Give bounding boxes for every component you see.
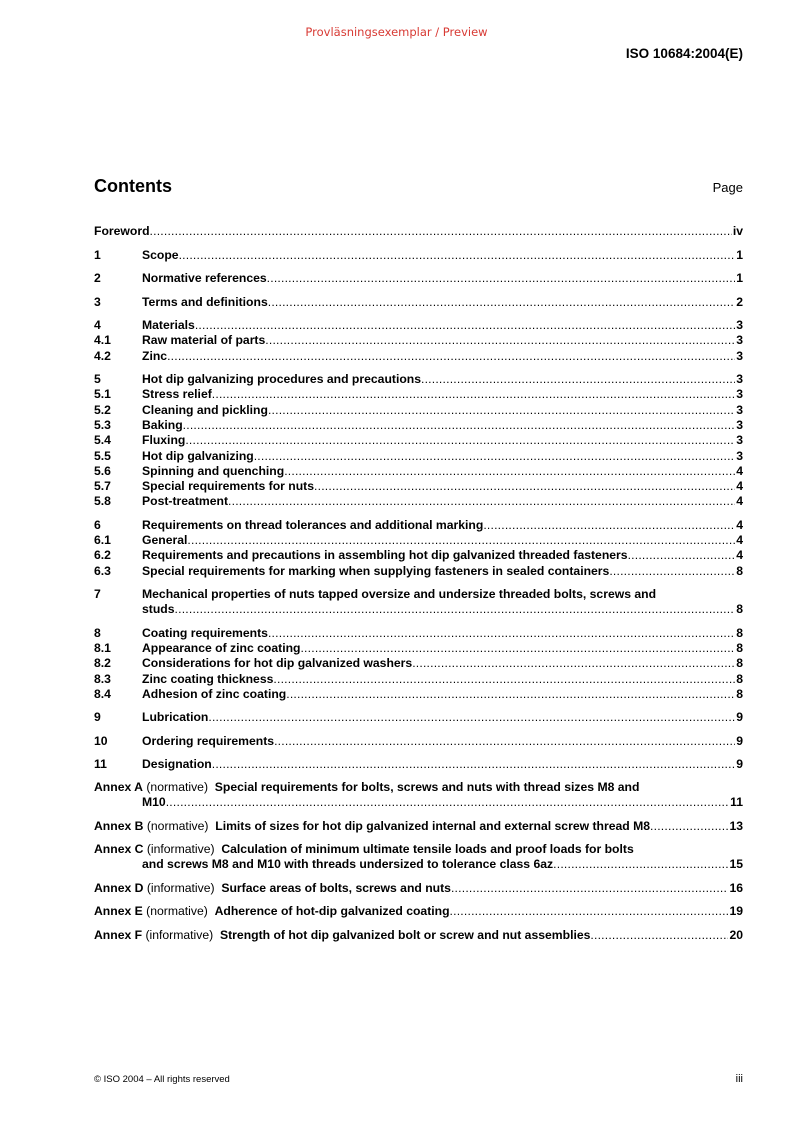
toc-number: 5 [94, 372, 101, 386]
toc-entry-9[interactable] [94, 710, 743, 725]
toc-title: Materials [142, 318, 195, 332]
preview-banner: Provläsningsexemplar / Preview [305, 25, 488, 39]
toc-number: 5.2 [94, 403, 111, 417]
toc-leader [268, 626, 735, 641]
toc-page: 3 [736, 418, 743, 432]
toc-page: 8 [736, 641, 743, 655]
toc-number: 8.2 [94, 656, 111, 670]
toc-number: 5.4 [94, 433, 111, 447]
toc-title: Cleaning and pickling [142, 403, 268, 417]
toc-leader [268, 295, 735, 310]
toc-leader [421, 372, 735, 387]
toc-entry-8[interactable] [94, 626, 743, 641]
toc-entry-6-3[interactable] [94, 564, 743, 579]
toc-number: 3 [94, 295, 101, 309]
toc-number: 1 [94, 248, 101, 262]
toc-page: 4 [736, 464, 743, 478]
toc-title: Zinc coating thickness [142, 672, 274, 686]
toc-entry-1[interactable] [94, 248, 743, 263]
toc-title-line1: Special requirements for bolts, screws and nuts with thread sizes M8 and [214, 780, 640, 794]
annex-label: Annex B [94, 819, 144, 833]
toc-entry-8-2[interactable] [94, 656, 743, 671]
toc-leader [267, 271, 736, 286]
toc-page: 2 [736, 295, 743, 309]
toc-entry-11[interactable] [94, 757, 743, 772]
toc-entry-5-6[interactable] [94, 464, 743, 479]
toc-number: 8 [94, 626, 101, 640]
toc-page: 15 [729, 857, 743, 872]
toc-title: Hot dip galvanizing [142, 449, 254, 463]
annex-type: (informative) [146, 842, 215, 856]
annex-label: Annex C [94, 842, 144, 856]
toc-entry-8-4[interactable] [94, 687, 743, 702]
toc-title-line1: Calculation of minimum ultimate tensile loads and proof loads for bolts [221, 842, 634, 856]
toc-entry-8-1[interactable] [94, 641, 743, 656]
toc-title-line2: M10 [142, 795, 166, 810]
annex-type: (normative) [146, 780, 209, 794]
toc-number: 8.1 [94, 641, 111, 655]
toc-title: Hot dip galvanizing procedures and precautions [142, 372, 421, 386]
toc-number: 6.2 [94, 548, 111, 562]
annex-type: (informative) [145, 928, 214, 942]
toc-entry-6-1[interactable] [94, 533, 743, 548]
toc-title: Appearance of zinc coating [142, 641, 301, 655]
toc-page: 3 [736, 387, 743, 401]
toc-leader [274, 734, 735, 749]
toc-leader [553, 857, 728, 872]
toc-number: 5.1 [94, 387, 111, 401]
toc-leader [609, 564, 735, 579]
toc-number: 10 [94, 734, 108, 748]
toc-leader [212, 757, 735, 772]
toc-entry-annex-e[interactable] [94, 904, 743, 919]
toc-number: 6.1 [94, 533, 111, 547]
toc-leader [268, 403, 735, 418]
toc-number: 4.2 [94, 349, 111, 363]
copyright-notice: © ISO 2004 – All rights reserved [94, 1074, 230, 1085]
toc-leader [167, 349, 735, 364]
toc-entry-foreword[interactable] [94, 224, 743, 239]
toc-leader [273, 672, 735, 687]
toc-page: 16 [729, 881, 743, 895]
toc-leader [228, 494, 735, 509]
toc-leader [212, 387, 735, 402]
toc-page: 4 [736, 548, 743, 562]
toc-number: 7 [94, 587, 101, 601]
toc-leader [195, 318, 735, 333]
toc-title: Scope [142, 248, 179, 262]
toc-page: 4 [736, 494, 743, 508]
toc-title: General [142, 533, 188, 547]
toc-page: 3 [736, 333, 743, 347]
toc-page: 9 [736, 757, 743, 771]
toc-leader [451, 881, 728, 896]
toc-page: 8 [736, 626, 743, 640]
toc-leader [150, 224, 732, 239]
toc-page: 3 [736, 349, 743, 363]
annex-type: (normative) [146, 819, 209, 833]
toc-entry-4-1[interactable] [94, 333, 743, 348]
toc-page: 3 [736, 372, 743, 386]
toc-page: 9 [736, 710, 743, 724]
toc-title: Baking [142, 418, 183, 432]
toc-page: 20 [729, 928, 743, 942]
toc-title: Post-treatment [142, 494, 229, 508]
toc-leader [166, 795, 729, 810]
document-id: ISO 10684:2004(E) [625, 46, 743, 61]
toc-number: 11 [94, 757, 107, 771]
toc-title: Ordering requirements [142, 734, 275, 748]
toc-leader [300, 641, 735, 656]
toc-page: 8 [736, 656, 743, 670]
toc-entry-6[interactable] [94, 518, 743, 533]
toc-leader [175, 602, 736, 617]
annex-label: Annex A [94, 780, 143, 794]
toc-page: iv [732, 224, 743, 238]
toc-page: 8 [736, 687, 743, 701]
annex-type: (informative) [146, 881, 215, 895]
toc-leader [254, 449, 736, 464]
toc-leader [286, 687, 735, 702]
toc-title: Raw material of parts [142, 333, 266, 347]
contents-title: Contents [94, 176, 172, 196]
toc-leader [628, 548, 736, 563]
toc-entry-5-3[interactable] [94, 418, 743, 433]
toc-leader [284, 464, 735, 479]
toc-number: 5.8 [94, 494, 111, 508]
toc-leader [183, 418, 736, 433]
toc-title: Spinning and quenching [142, 464, 285, 478]
toc-entry-2[interactable] [94, 271, 743, 286]
toc-title: Adhesion of zinc coating [142, 687, 287, 701]
toc-number: 8.3 [94, 672, 111, 686]
toc-entry-4[interactable] [94, 318, 743, 333]
toc-entry-5-7[interactable] [94, 479, 743, 494]
toc-title-line2: studs [142, 602, 175, 617]
toc-entry-6-2[interactable] [94, 548, 743, 563]
toc-entry-5[interactable] [94, 372, 743, 387]
toc-title: Surface areas of bolts, screws and nuts [221, 881, 451, 895]
page-column-label: Page [712, 180, 743, 195]
toc-title: Special requirements for marking when supplying fasteners in sealed containers [142, 564, 610, 578]
toc-title: Requirements and precautions in assembling hot dip galvanized threaded fasteners [142, 548, 628, 562]
toc-entry-annex-a[interactable] [94, 780, 743, 811]
toc-title: Strength of hot dip galvanized bolt or screw and nut assemblies [219, 928, 591, 942]
toc-leader [483, 518, 735, 533]
toc-page: 3 [736, 433, 743, 447]
toc-number: 8.4 [94, 687, 111, 701]
toc-number: 5.6 [94, 464, 111, 478]
toc-page: 4 [736, 518, 743, 532]
toc-page: 4 [736, 533, 743, 547]
toc-title: Fluxing [142, 433, 186, 447]
toc-entry-annex-c[interactable] [94, 842, 743, 873]
toc-page: 1 [736, 248, 743, 262]
toc-title: Limits of sizes for hot dip galvanized internal and external screw thread M8 [215, 819, 651, 833]
toc-title: Considerations for hot dip galvanized washers [142, 656, 413, 670]
annex-label: Annex D [94, 881, 144, 895]
toc-title: Normative references [142, 271, 267, 285]
toc-page: 1 [736, 271, 743, 285]
toc-number: 6.3 [94, 564, 111, 578]
toc-page: 19 [729, 904, 743, 918]
toc-title-line2: and screws M8 and M10 with threads undersized to tolerance class 6az [142, 857, 554, 872]
toc-page: 3 [736, 449, 743, 463]
toc-entry-5-2[interactable] [94, 403, 743, 418]
annex-type: (normative) [146, 904, 208, 918]
toc-entry-annex-b[interactable] [94, 819, 743, 834]
toc-entry-10[interactable] [94, 734, 743, 749]
toc-entry-annex-d[interactable] [94, 881, 743, 896]
toc-leader [187, 533, 735, 548]
toc-title: Designation [142, 757, 212, 771]
toc-leader [412, 656, 735, 671]
toc-number: 5.7 [94, 479, 111, 493]
toc-number: 5.5 [94, 449, 111, 463]
toc-title: Lubrication [142, 710, 209, 724]
toc-entry-5-8[interactable] [94, 494, 743, 509]
page-number: iii [735, 1073, 743, 1085]
toc-title: Zinc [142, 349, 168, 363]
toc-leader [265, 333, 735, 348]
annex-label: Annex E [94, 904, 143, 918]
toc-page: 3 [736, 318, 743, 332]
toc-leader [590, 928, 728, 943]
toc-page: 13 [729, 819, 743, 833]
toc-leader [179, 248, 736, 263]
toc-entry-5-4[interactable] [94, 433, 743, 448]
toc-entry-3[interactable] [94, 295, 743, 310]
toc-entry-4-2[interactable] [94, 349, 743, 364]
toc-entry-5-1[interactable] [94, 387, 743, 402]
toc-title: Stress relief [142, 387, 212, 401]
toc-entry-5-5[interactable] [94, 449, 743, 464]
toc-entry-8-3[interactable] [94, 672, 743, 687]
toc-leader [208, 710, 735, 725]
toc-page: 8 [736, 602, 743, 617]
toc-title: Terms and definitions [142, 295, 268, 309]
toc-number: 6 [94, 518, 101, 532]
toc-page: 11 [730, 795, 743, 810]
toc-leader [450, 904, 729, 919]
toc-page: 8 [736, 564, 743, 578]
toc-page: 8 [736, 672, 743, 686]
toc-entry-7[interactable] [94, 587, 743, 618]
toc-number: 4 [94, 318, 101, 332]
annex-label: Annex F [94, 928, 143, 942]
toc-number: 9 [94, 710, 101, 724]
toc-number: 5.3 [94, 418, 111, 432]
toc-page: 3 [736, 403, 743, 417]
toc-number: 4.1 [94, 333, 111, 347]
toc-title-line1: Mechanical properties of nuts tapped oversize and undersize threaded bolts, screws and [142, 587, 657, 601]
toc-title: Special requirements for nuts [142, 479, 315, 493]
toc-title: Foreword [94, 224, 150, 238]
toc-number: 2 [94, 271, 101, 285]
toc-leader [650, 819, 728, 834]
toc-title: Adherence of hot-dip galvanized coating [214, 904, 450, 918]
toc-leader [314, 479, 735, 494]
toc-page: 4 [736, 479, 743, 493]
toc-entry-annex-f[interactable] [94, 928, 743, 943]
toc-page: 9 [736, 734, 743, 748]
toc-leader [185, 433, 735, 448]
toc-title: Requirements on thread tolerances and additional marking [142, 518, 484, 532]
toc-title: Coating requirements [142, 626, 268, 640]
